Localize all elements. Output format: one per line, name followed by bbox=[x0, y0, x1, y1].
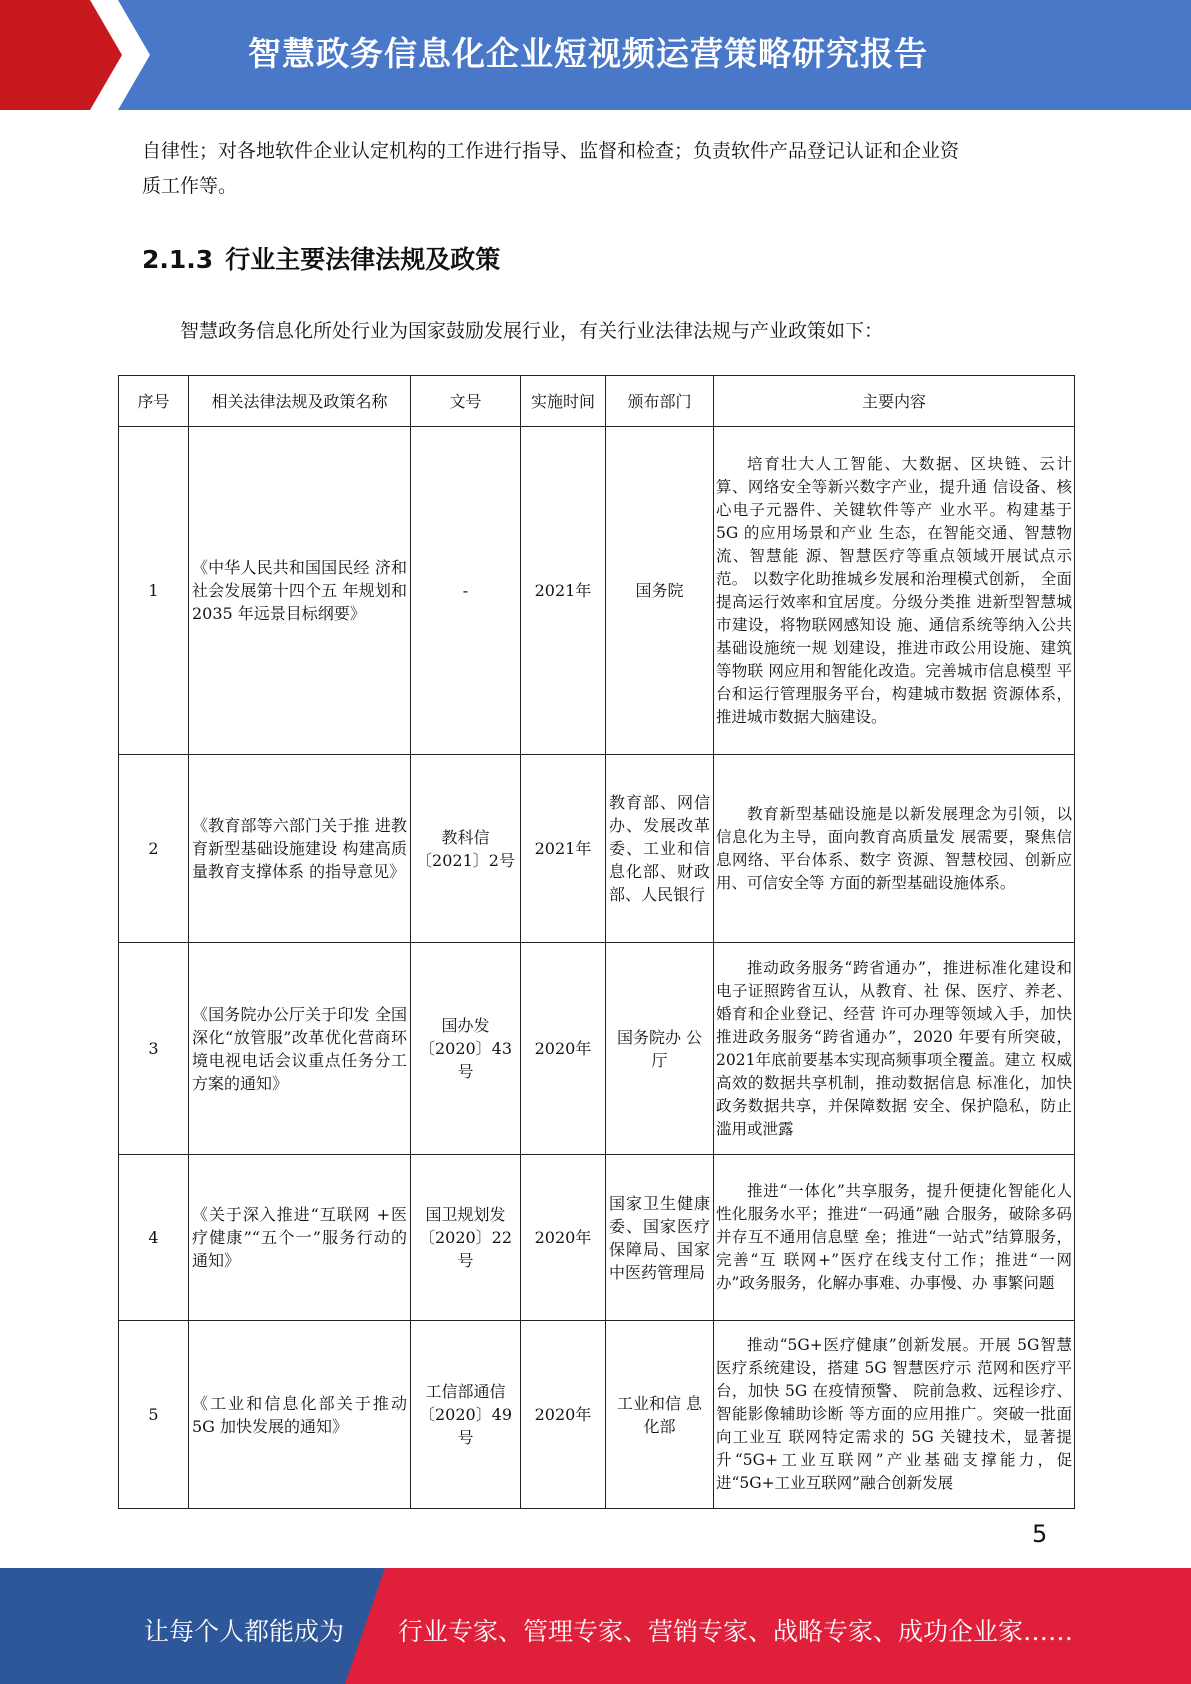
cell-content: 推动“5G+医疗健康”创新发展。开展 5G智慧医疗系统建设，搭建 5G 智慧医疗示 范网和医疗平台，加快 5G 在疫情预警、 院前急救、远程诊疗、智能影像辅助诊断 等方面的应用推广。突破一批面向工业互 联网特定需求的 5G 关键技术，显著提升“5G+工业互联网”产业基础支撑能力，促进“5G+工业互联网”融合创新发展 bbox=[714, 1321, 1075, 1509]
cell-name: 《工业和信息化部关于推动 5G 加快发展的通知》 bbox=[189, 1321, 411, 1509]
cell-no: 2 bbox=[119, 755, 189, 943]
cell-doc: 工信部通信〔2020〕49号 bbox=[411, 1321, 521, 1509]
header-content: 主要内容 bbox=[714, 376, 1075, 427]
table-row bbox=[119, 1155, 1075, 1321]
header-doc: 文号 bbox=[411, 376, 521, 427]
header-dept: 颁布部门 bbox=[606, 376, 714, 427]
table-header-row bbox=[119, 376, 1075, 427]
cell-dept: 工业和信 息化部 bbox=[606, 1321, 714, 1509]
page-header bbox=[0, 0, 1191, 110]
cell-no: 5 bbox=[119, 1321, 189, 1509]
policy-table bbox=[118, 375, 1075, 1509]
table-row bbox=[119, 1321, 1075, 1509]
cell-date: 2021年 bbox=[521, 427, 606, 755]
header-date: 实施时间 bbox=[521, 376, 606, 427]
cell-content: 推进“一体化”共享服务，提升便捷化智能化人性化服务水平；推进“一码通”融 合服务，破除多码并存互不通用信息壁 垒；推进“一站式”结算服务，完善“互 联网+”医疗在线支付工作；推进“一网 办”政务服务，化解办事难、办事慢、办 事繁问题 bbox=[714, 1155, 1075, 1321]
cell-no: 3 bbox=[119, 943, 189, 1155]
cell-doc: 教科信〔2021〕2号 bbox=[411, 755, 521, 943]
cell-date: 2021年 bbox=[521, 755, 606, 943]
table-row bbox=[119, 943, 1075, 1155]
cell-content: 培育壮大人工智能、大数据、区块链、云计算、网络安全等新兴数字产业，提升通 信设备、核心电子元器件、关键软件等产 业水平。构建基于 5G 的应用场景和产业 生态，在智能交通、智慧物流、智慧能 源、智慧医疗等重点领域开展试点示范。 以数字化助推城乡发展和治理模式创新， 全面提高运行效率和宜居度。分级分类推 进新型智慧城市建设，将物联网感知设 施、通信系统等纳入公共基础设施统一规 划建设，推进市政公用设施、建筑等物联 网应用和智能化改造。完善城市信息模型 平台和运行管理服务平台，构建城市数据 资源体系，推进城市数据大脑建设。 bbox=[714, 427, 1075, 755]
cell-date: 2020年 bbox=[521, 943, 606, 1155]
report-title: 智慧政务信息化企业短视频运营策略研究报告 bbox=[248, 34, 928, 73]
cell-doc: 国办发〔2020〕43号 bbox=[411, 943, 521, 1155]
page-footer bbox=[0, 1568, 1191, 1684]
section-number: 2.1.3 bbox=[142, 245, 214, 274]
cell-no: 1 bbox=[119, 427, 189, 755]
table-row bbox=[119, 755, 1075, 943]
header-name: 相关法律法规及政策名称 bbox=[189, 376, 411, 427]
cell-name: 《教育部等六部门关于推 进教育新型基础设施建设 构建高质量教育支撑体系 的指导意见》 bbox=[189, 755, 411, 943]
cell-name: 《中华人民共和国国民经 济和社会发展第十四个五 年规划和 2035 年远景目标纲要》 bbox=[189, 427, 411, 755]
lead-paragraph: 智慧政务信息化所处行业为国家鼓励发展行业，有关行业法律法规与产业政策如下： bbox=[180, 320, 884, 342]
intro-line-2: 质工作等。 bbox=[142, 175, 238, 197]
footer-slogan-right: 行业专家、管理专家、营销专家、战略专家、成功企业家…… bbox=[398, 1617, 1074, 1646]
cell-content: 教育新型基础设施是以新发展理念为引领，以信息化为主导，面向教育高质量发 展需要，聚焦信息网络、平台体系、数字 资源、智慧校园、创新应用、可信安全等 方面的新型基础设施体系。 bbox=[714, 755, 1075, 943]
cell-no: 4 bbox=[119, 1155, 189, 1321]
section-title: 行业主要法律法规及政策 bbox=[225, 245, 501, 274]
cell-dept: 国家卫生健康委、国家医疗保障局、国家中医药管理局 bbox=[606, 1155, 714, 1321]
page-number: 5 bbox=[1032, 1520, 1048, 1548]
footer-slogan-left: 让每个人都能成为 bbox=[144, 1617, 345, 1646]
intro-paragraph bbox=[142, 134, 1052, 204]
cell-dept: 国务院 bbox=[606, 427, 714, 755]
intro-line-1: 自律性；对各地软件企业认定机构的工作进行指导、监督和检查；负责软件产品登记认证和企业资 bbox=[142, 140, 960, 162]
cell-name: 《国务院办公厅关于印发 全国深化“放管服”改革优化营商环境电视电话会议重点任务分工方案的通知》 bbox=[189, 943, 411, 1155]
header-no: 序号 bbox=[119, 376, 189, 427]
table-row bbox=[119, 427, 1075, 755]
cell-date: 2020年 bbox=[521, 1321, 606, 1509]
cell-dept: 国务院办 公厅 bbox=[606, 943, 714, 1155]
cell-name: 《关于深入推进“互联网 +医疗健康”“五个一”服务行动的通知》 bbox=[189, 1155, 411, 1321]
cell-content: 推动政务服务“跨省通办”，推进标准化建设和电子证照跨省互认，从教育、社 保、医疗、养老、婚育和企业登记、经营 许可办理等领域入手，加快推进政务服务“跨省通办”，2020 年要有所突破，2021年底前要基本实现高频事项全覆盖。建立 权威高效的数据共享机制，推动数据信息 标准化，加快政务数据共享，并保障数据 安全、保护隐私，防止滥用或泄露 bbox=[714, 943, 1075, 1155]
cell-doc: - bbox=[411, 427, 521, 755]
cell-date: 2020年 bbox=[521, 1155, 606, 1321]
section-heading bbox=[142, 240, 500, 276]
cell-doc: 国卫规划发〔2020〕22号 bbox=[411, 1155, 521, 1321]
cell-dept: 教育部、网信办、发展改革委、工业和信息化部、财政部、人民银行 bbox=[606, 755, 714, 943]
